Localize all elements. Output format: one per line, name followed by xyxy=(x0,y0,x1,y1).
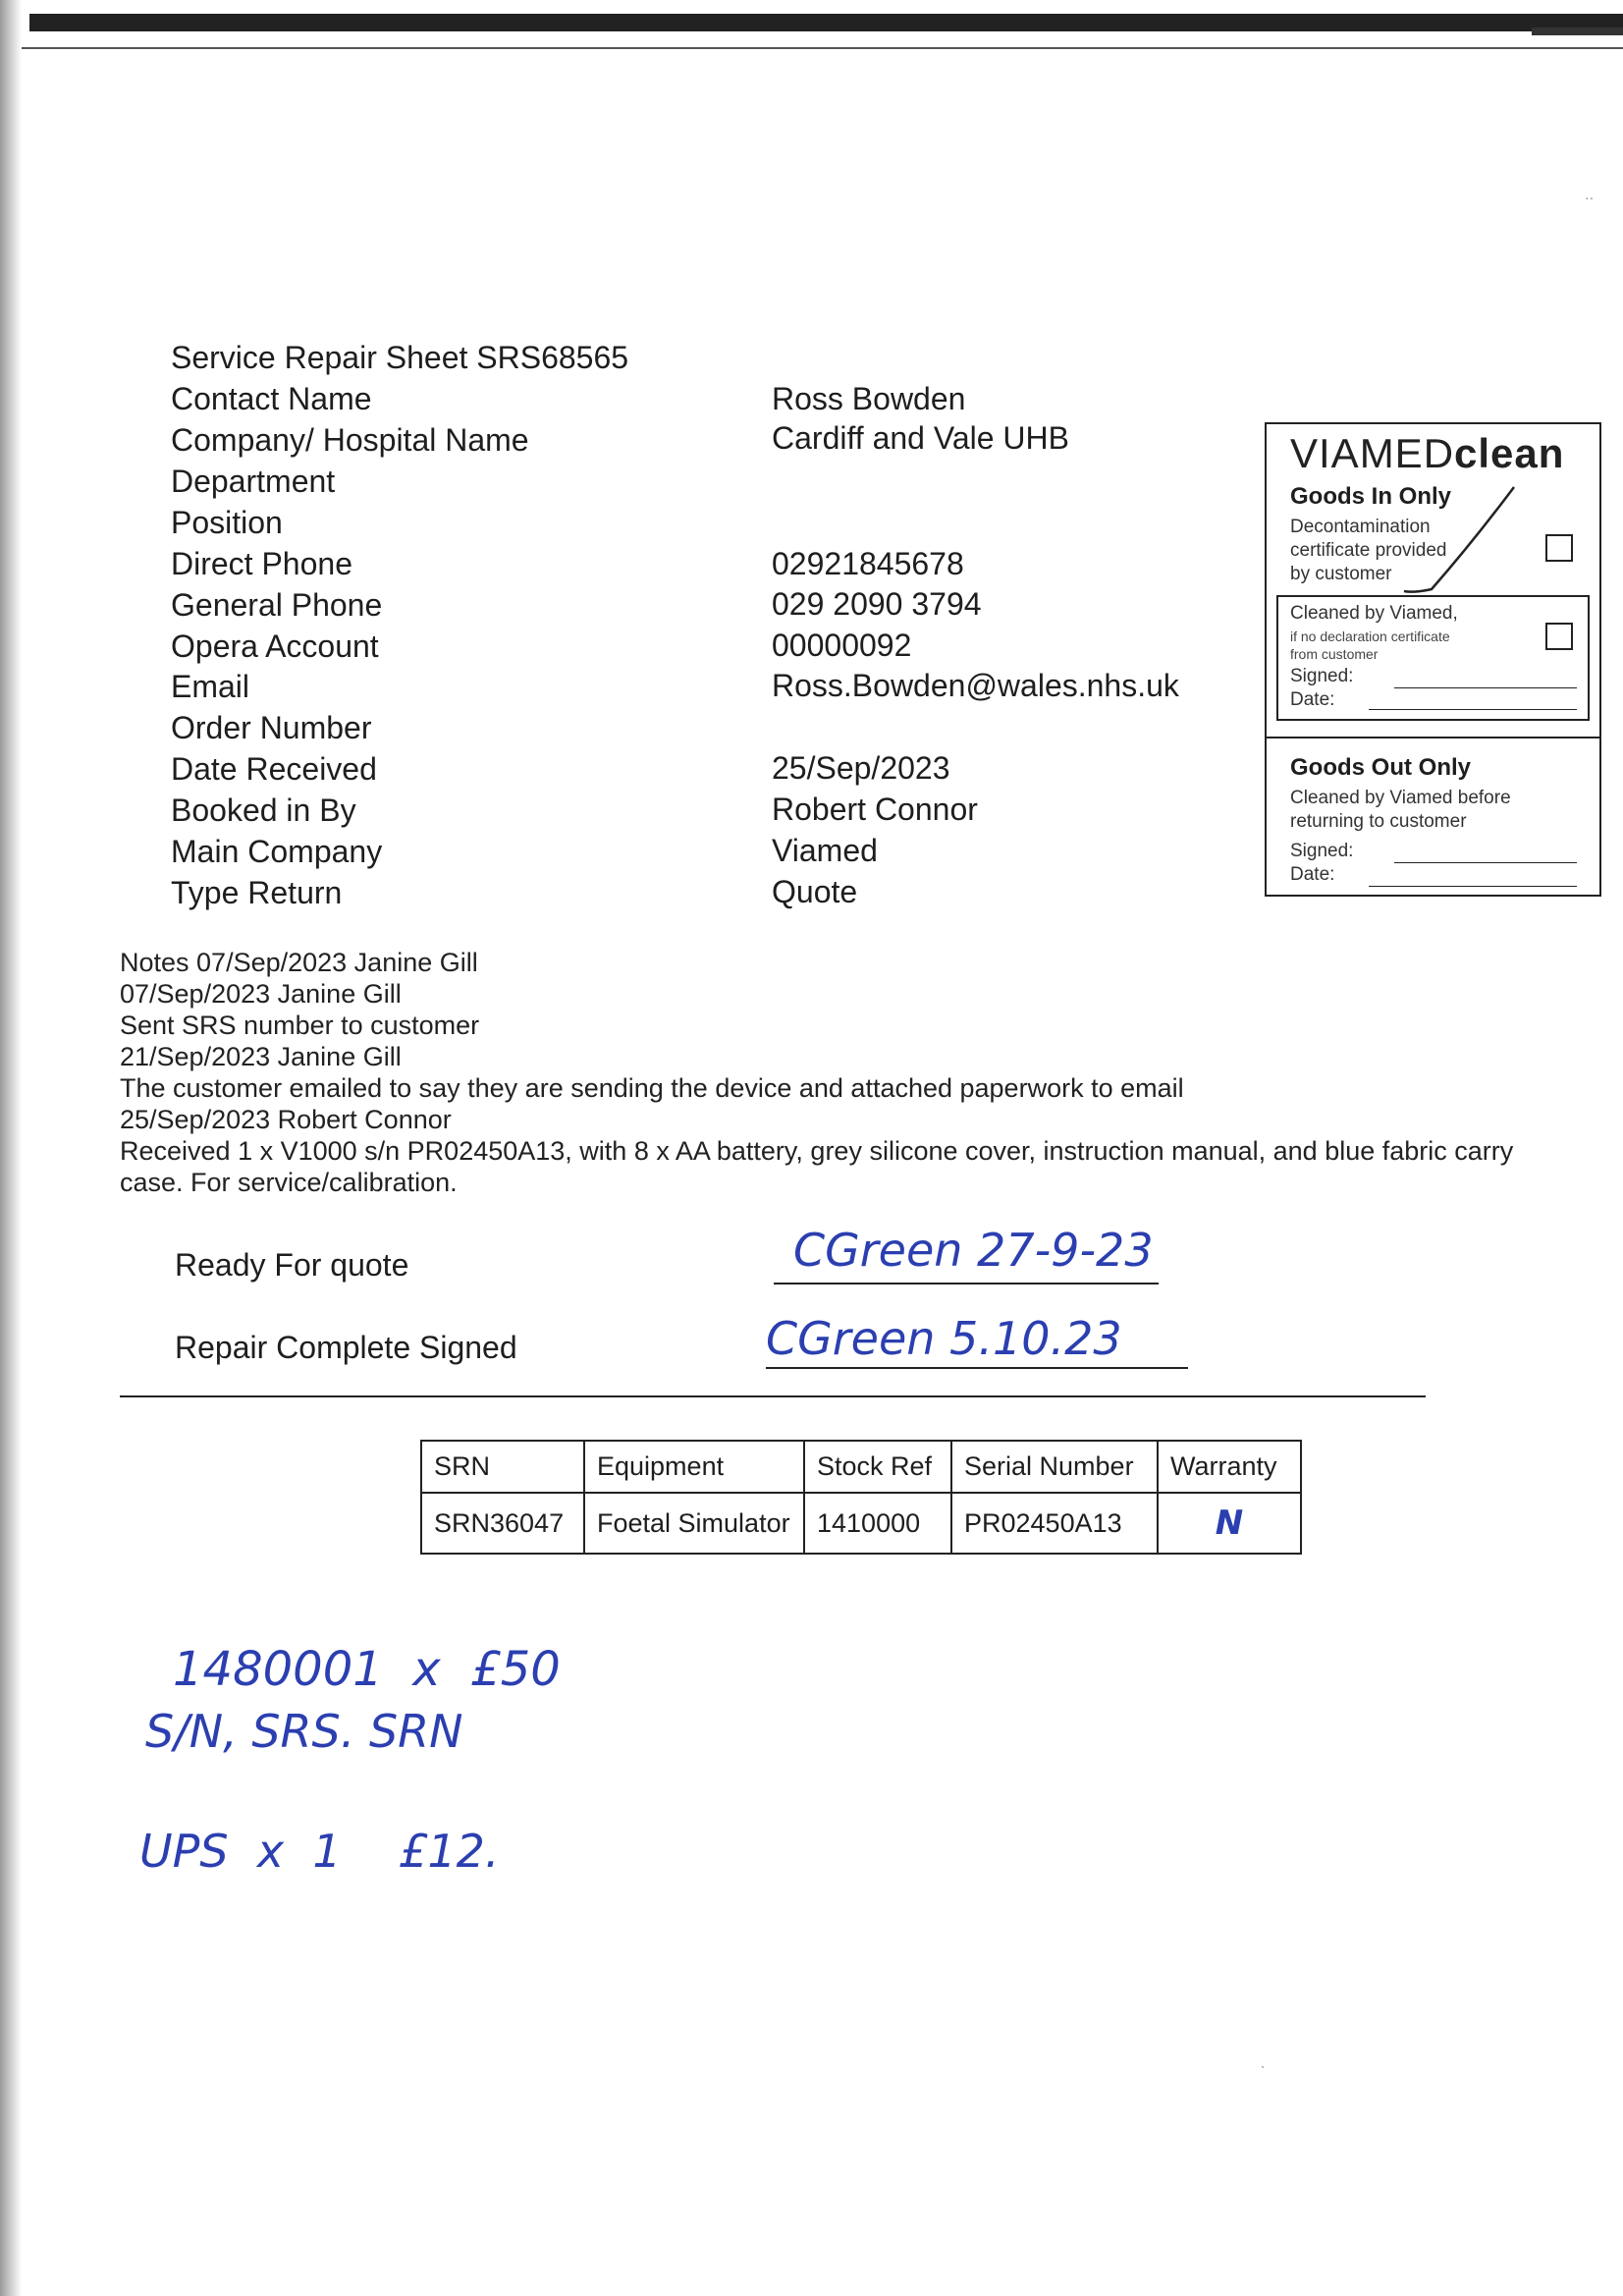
header-cell: Warranty xyxy=(1158,1441,1301,1493)
header-cell: Serial Number xyxy=(951,1441,1158,1493)
page-edge xyxy=(22,47,1623,49)
field-label: Order Number xyxy=(171,710,372,745)
cleaned-by-viamed-box xyxy=(1276,595,1590,721)
scan-speck: ˎ xyxy=(1261,2052,1266,2068)
header-cell: Equipment xyxy=(584,1441,804,1493)
note-line: 25/Sep/2023 Robert Connor xyxy=(120,1105,452,1134)
field-label: Date Received xyxy=(171,751,377,787)
note-line: Sent SRS number to customer xyxy=(120,1011,480,1040)
cell-warranty: N xyxy=(1158,1493,1301,1554)
cell-srn: SRN36047 xyxy=(421,1493,584,1554)
cell-stock-ref: 1410000 xyxy=(804,1493,951,1554)
viamed-clean-stamp xyxy=(1265,422,1601,897)
table-row xyxy=(421,1493,1301,1554)
cell-serial-number: PR02450A13 xyxy=(951,1493,1158,1554)
stamp-brand xyxy=(1290,430,1564,477)
date-label: Date: xyxy=(1290,689,1335,710)
field-value: Quote xyxy=(772,874,858,909)
cell-equipment: Foetal Simulator xyxy=(584,1493,804,1554)
field-value: Ross Bowden xyxy=(772,381,966,416)
goods-in-line: certificate provided xyxy=(1290,540,1447,561)
complete-signature-line xyxy=(766,1367,1188,1369)
repair-complete-signature: CGreen 5.10.23 xyxy=(766,1312,1122,1365)
ready-signature-line xyxy=(774,1283,1159,1285)
goods-out-line: Cleaned by Viamed before xyxy=(1290,788,1511,808)
goods-out-line: returning to customer xyxy=(1290,811,1467,832)
scan-shadow-corner xyxy=(1532,27,1623,35)
goods-out-heading: Goods Out Only xyxy=(1290,754,1471,781)
stamp-divider xyxy=(1267,737,1599,738)
signed-label: Signed: xyxy=(1290,841,1354,861)
goods-in-line: Decontamination xyxy=(1290,517,1431,537)
cleaned-line: Cleaned by Viamed, xyxy=(1290,603,1458,624)
goods-in-heading: Goods In Only xyxy=(1290,483,1452,510)
tick-mark-icon xyxy=(1384,483,1522,596)
sheet-title: Service Repair Sheet SRS68565 xyxy=(171,340,629,375)
field-value: 25/Sep/2023 xyxy=(772,750,950,786)
field-value: 00000092 xyxy=(772,628,912,663)
field-label: Position xyxy=(171,505,283,540)
scan-shadow-left xyxy=(0,0,22,2296)
handwritten-line: 1480001 x £50 xyxy=(173,1642,561,1697)
field-label: Department xyxy=(171,464,336,499)
field-value: 02921845678 xyxy=(772,546,964,581)
signed-line xyxy=(1394,687,1577,688)
date-line xyxy=(1369,709,1577,710)
field-value: Cardiff and Vale UHB xyxy=(772,420,1069,456)
field-value: Viamed xyxy=(772,833,878,868)
signed-line xyxy=(1394,862,1577,863)
section-divider xyxy=(120,1395,1426,1397)
field-label: Contact Name xyxy=(171,381,372,416)
cleaned-checkbox[interactable] xyxy=(1545,623,1573,650)
notes-block xyxy=(120,947,1573,1198)
field-label: Opera Account xyxy=(171,629,379,664)
scan-shadow-top xyxy=(29,14,1623,31)
signed-label: Signed: xyxy=(1290,666,1354,686)
note-line: Notes 07/Sep/2023 Janine Gill xyxy=(120,948,478,977)
table-header-row xyxy=(421,1441,1301,1493)
field-label: Direct Phone xyxy=(171,546,352,581)
field-value: 029 2090 3794 xyxy=(772,586,982,622)
equipment-table xyxy=(420,1440,1302,1555)
note-line: 07/Sep/2023 Janine Gill xyxy=(120,979,402,1009)
header-cell: SRN xyxy=(421,1441,584,1493)
ready-for-quote-signature: CGreen 27-9-23 xyxy=(793,1224,1154,1277)
note-line: 21/Sep/2023 Janine Gill xyxy=(120,1042,402,1071)
header-cell: Stock Ref xyxy=(804,1441,951,1493)
date-label: Date: xyxy=(1290,864,1335,885)
note-line: The customer emailed to say they are sending the device and attached paperwork to email xyxy=(120,1073,1184,1103)
field-label: Company/ Hospital Name xyxy=(171,422,529,458)
field-value: Robert Connor xyxy=(772,792,978,827)
field-label: Main Company xyxy=(171,834,383,869)
handwritten-line: UPS x 1 £12. xyxy=(139,1825,500,1878)
field-label: Type Return xyxy=(171,875,343,910)
brand-bold: clean xyxy=(1454,430,1565,476)
goods-in-checkbox[interactable] xyxy=(1545,534,1573,562)
date-line xyxy=(1369,886,1577,887)
brand-light: VIAMED xyxy=(1290,430,1455,476)
ready-for-quote-label: Ready For quote xyxy=(175,1247,409,1283)
field-label: Email xyxy=(171,669,250,704)
cleaned-line: from customer xyxy=(1290,646,1379,662)
handwritten-line: S/N, SRS. SRN xyxy=(145,1705,463,1758)
scan-speck: ‥ xyxy=(1585,187,1595,202)
note-line: Received 1 x V1000 s/n PR02450A13, with 8 x AA battery, grey silicone cover, instruction manual, and blue fabric carry case. For service/calibration. xyxy=(120,1136,1521,1197)
cleaned-line: if no declaration certificate xyxy=(1290,629,1450,644)
field-value: Ross.Bowden@wales.nhs.uk xyxy=(772,668,1179,703)
goods-in-line: by customer xyxy=(1290,564,1392,584)
repair-complete-label: Repair Complete Signed xyxy=(175,1330,517,1365)
field-label: General Phone xyxy=(171,587,383,623)
field-label: Booked in By xyxy=(171,793,356,828)
